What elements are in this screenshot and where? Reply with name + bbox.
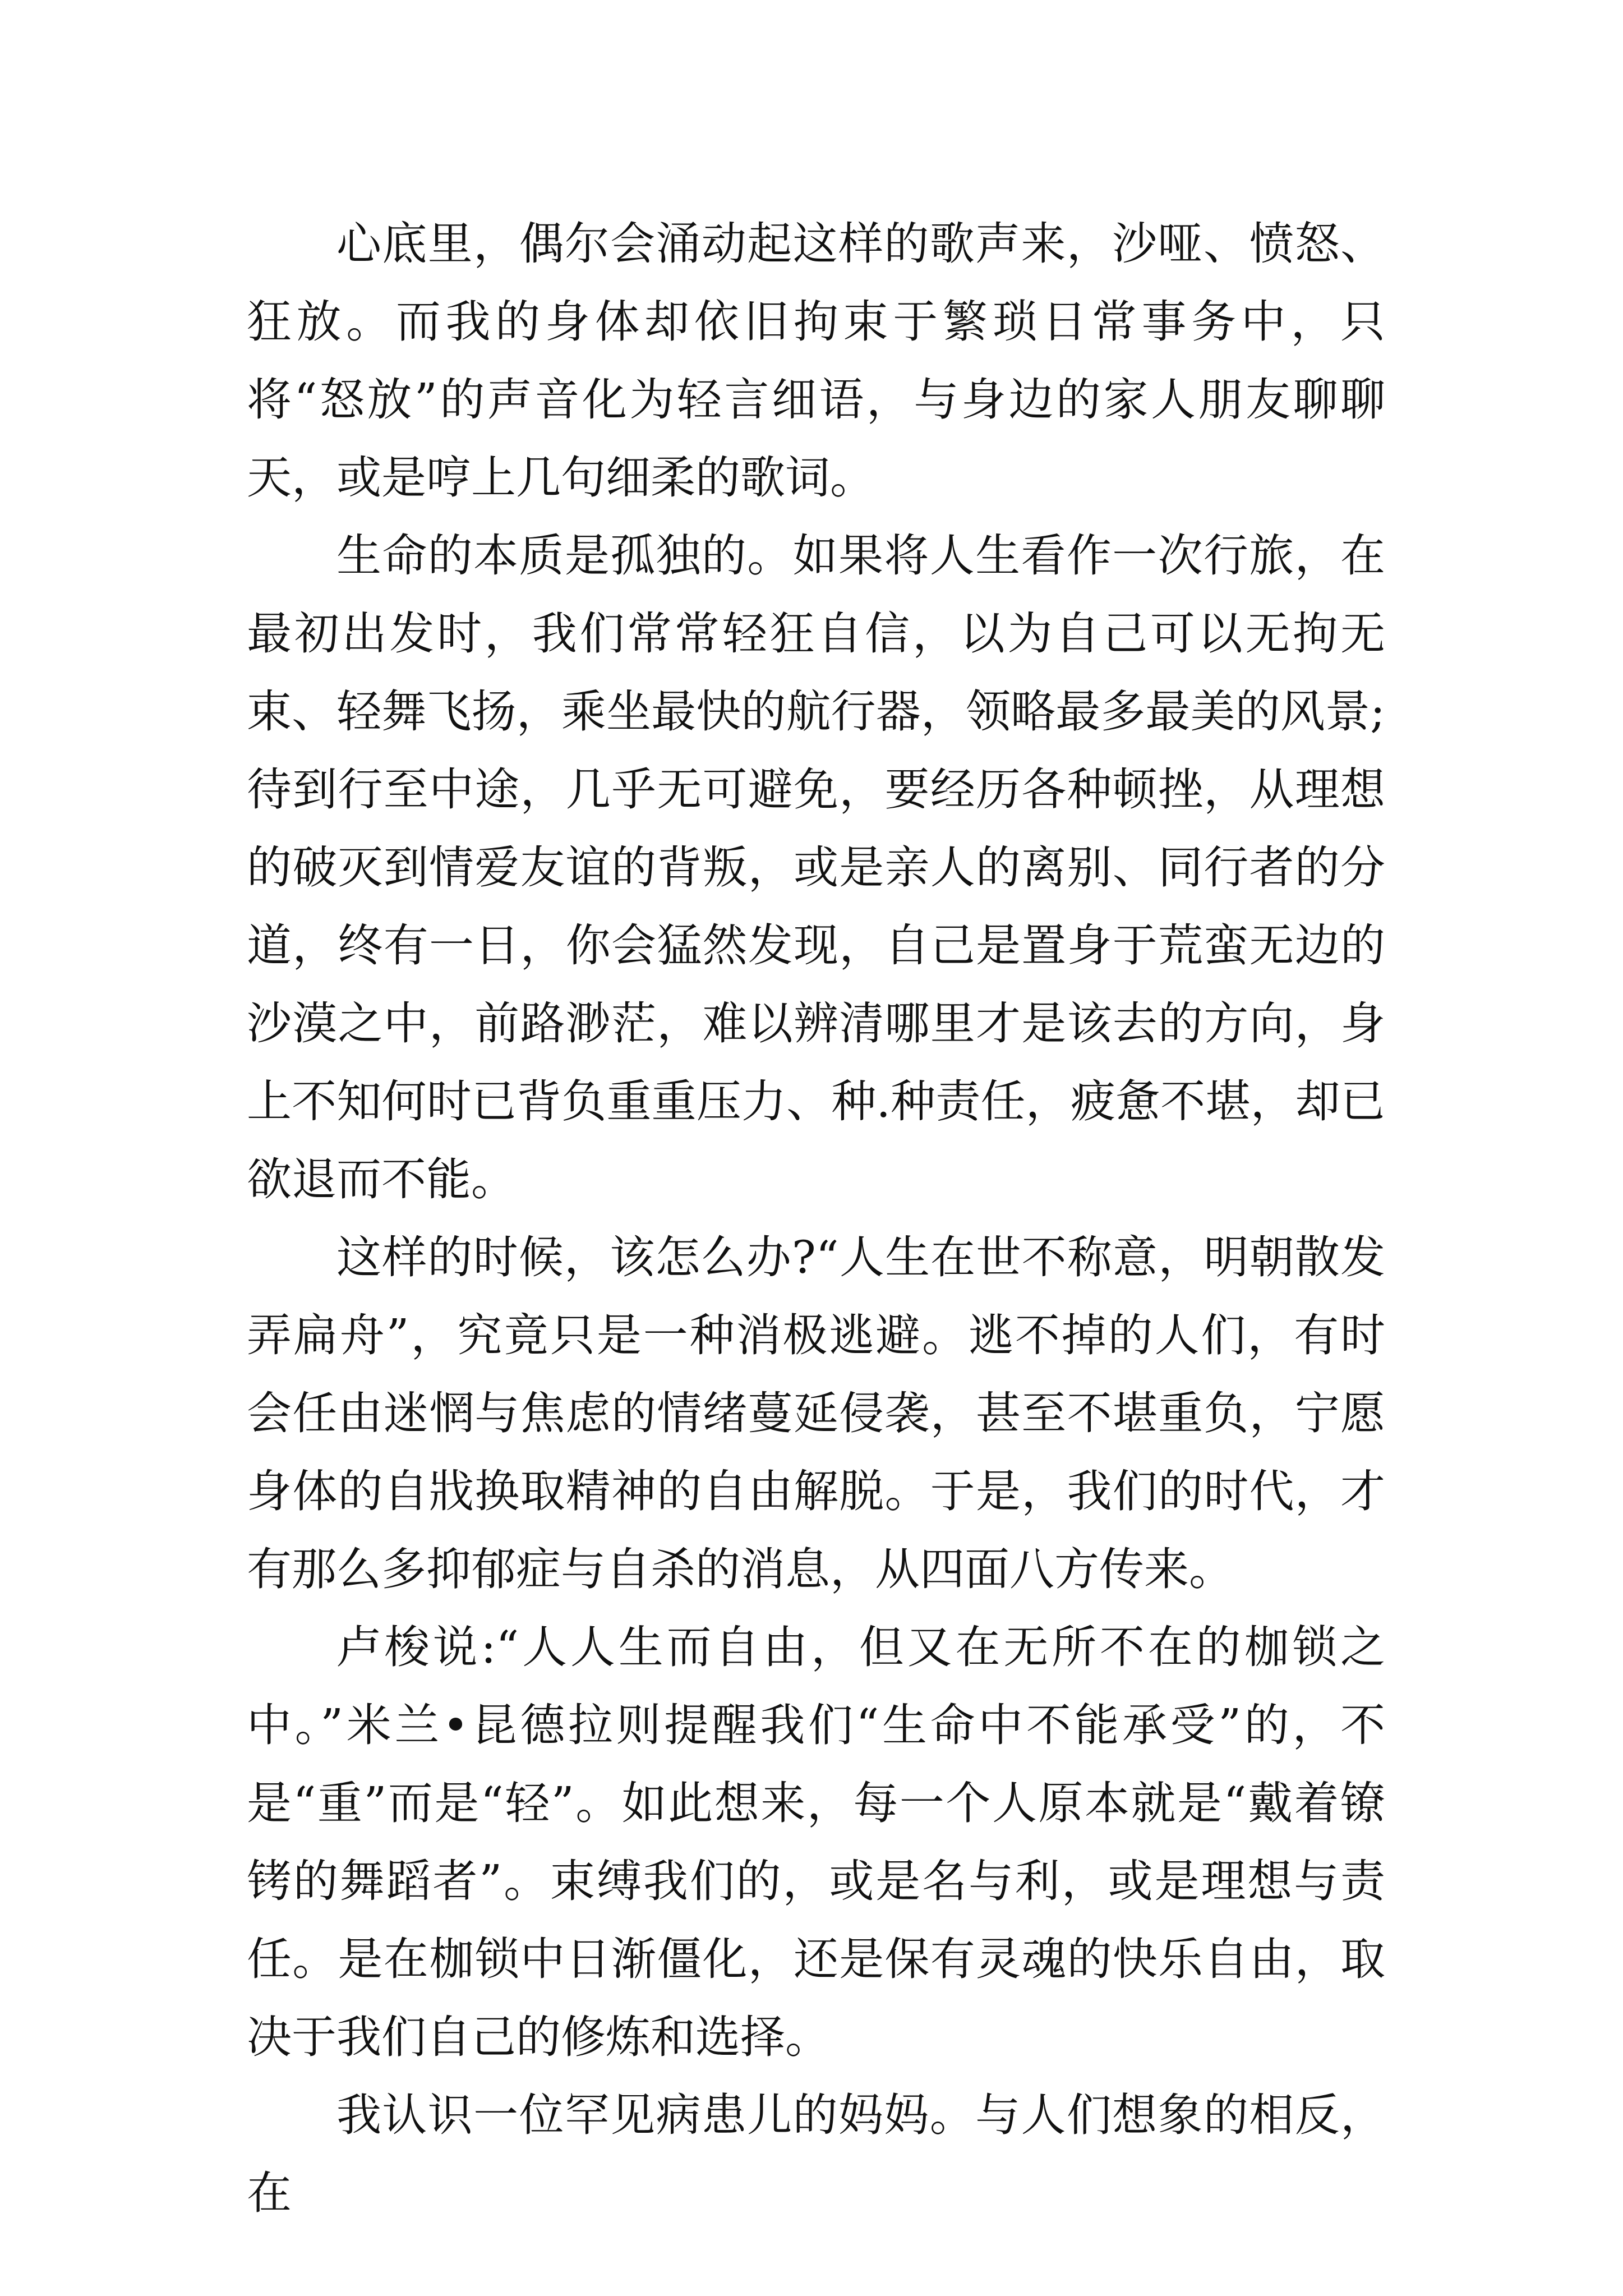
- paragraph-2: 生命的本质是孤独的。如果将人生看作一次行旅，在最初出发时，我们常常轻狂自信，以为自己可以无拘无束、轻舞飞扬，乘坐最快的航行器，领略最多最美的风景;待到行至中途，几乎无可避免，要经历各种顿挫，从理想的破灭到情爱友谊的背叛，或是亲人的离别、同行者的分道，终有一日，你会猛然发现，自己是置身于荒蛮无边的沙漠之中，前路渺茫，难以辨清哪里才是该去的方向，身上不知何时已背负重重压力、种.种责任，疲惫不堪，却已欲退而不能。: [247, 530, 1385, 1205]
- paragraph-1: 心底里，偶尔会涌动起这样的歌声来，沙哑、愤怒、狂放。而我的身体却依旧拘束于繁琐日常事务中，只将“怒放”的声音化为轻言细语，与身边的家人朋友聊聊天，或是哼上几句细柔的歌词。: [247, 218, 1385, 504]
- paragraph-4: 卢梭说:“人人生而自由，但又在无所不在的枷锁之中。”米兰•昆德拉则提醒我们“生命中不能承受”的，不是“重”而是“轻”。如此想来，每一个人原本就是“戴着镣铐的舞蹈者”。束缚我们的，或是名与利，或是理想与责任。是在枷锁中日渐僵化，还是保有灵魂的快乐自由，取决于我们自己的修炼和选择。: [247, 1621, 1385, 2063]
- document-body: [247, 205, 1385, 2232]
- paragraph-3: 这样的时候，该怎么办?“人生在世不称意，明朝散发弄扁舟”，究竟只是一种消极逃避。逃不掉的人们，有时会任由迷惘与焦虑的情绪蔓延侵袭，甚至不堪重负，宁愿身体的自戕换取精神的自由解脱。于是，我们的时代，才有那么多抑郁症与自杀的消息，从四面八方传来。: [247, 1231, 1385, 1595]
- paragraph-5: 我认识一位罕见病患儿的妈妈。与人们想象的相反，在: [247, 2089, 1385, 2219]
